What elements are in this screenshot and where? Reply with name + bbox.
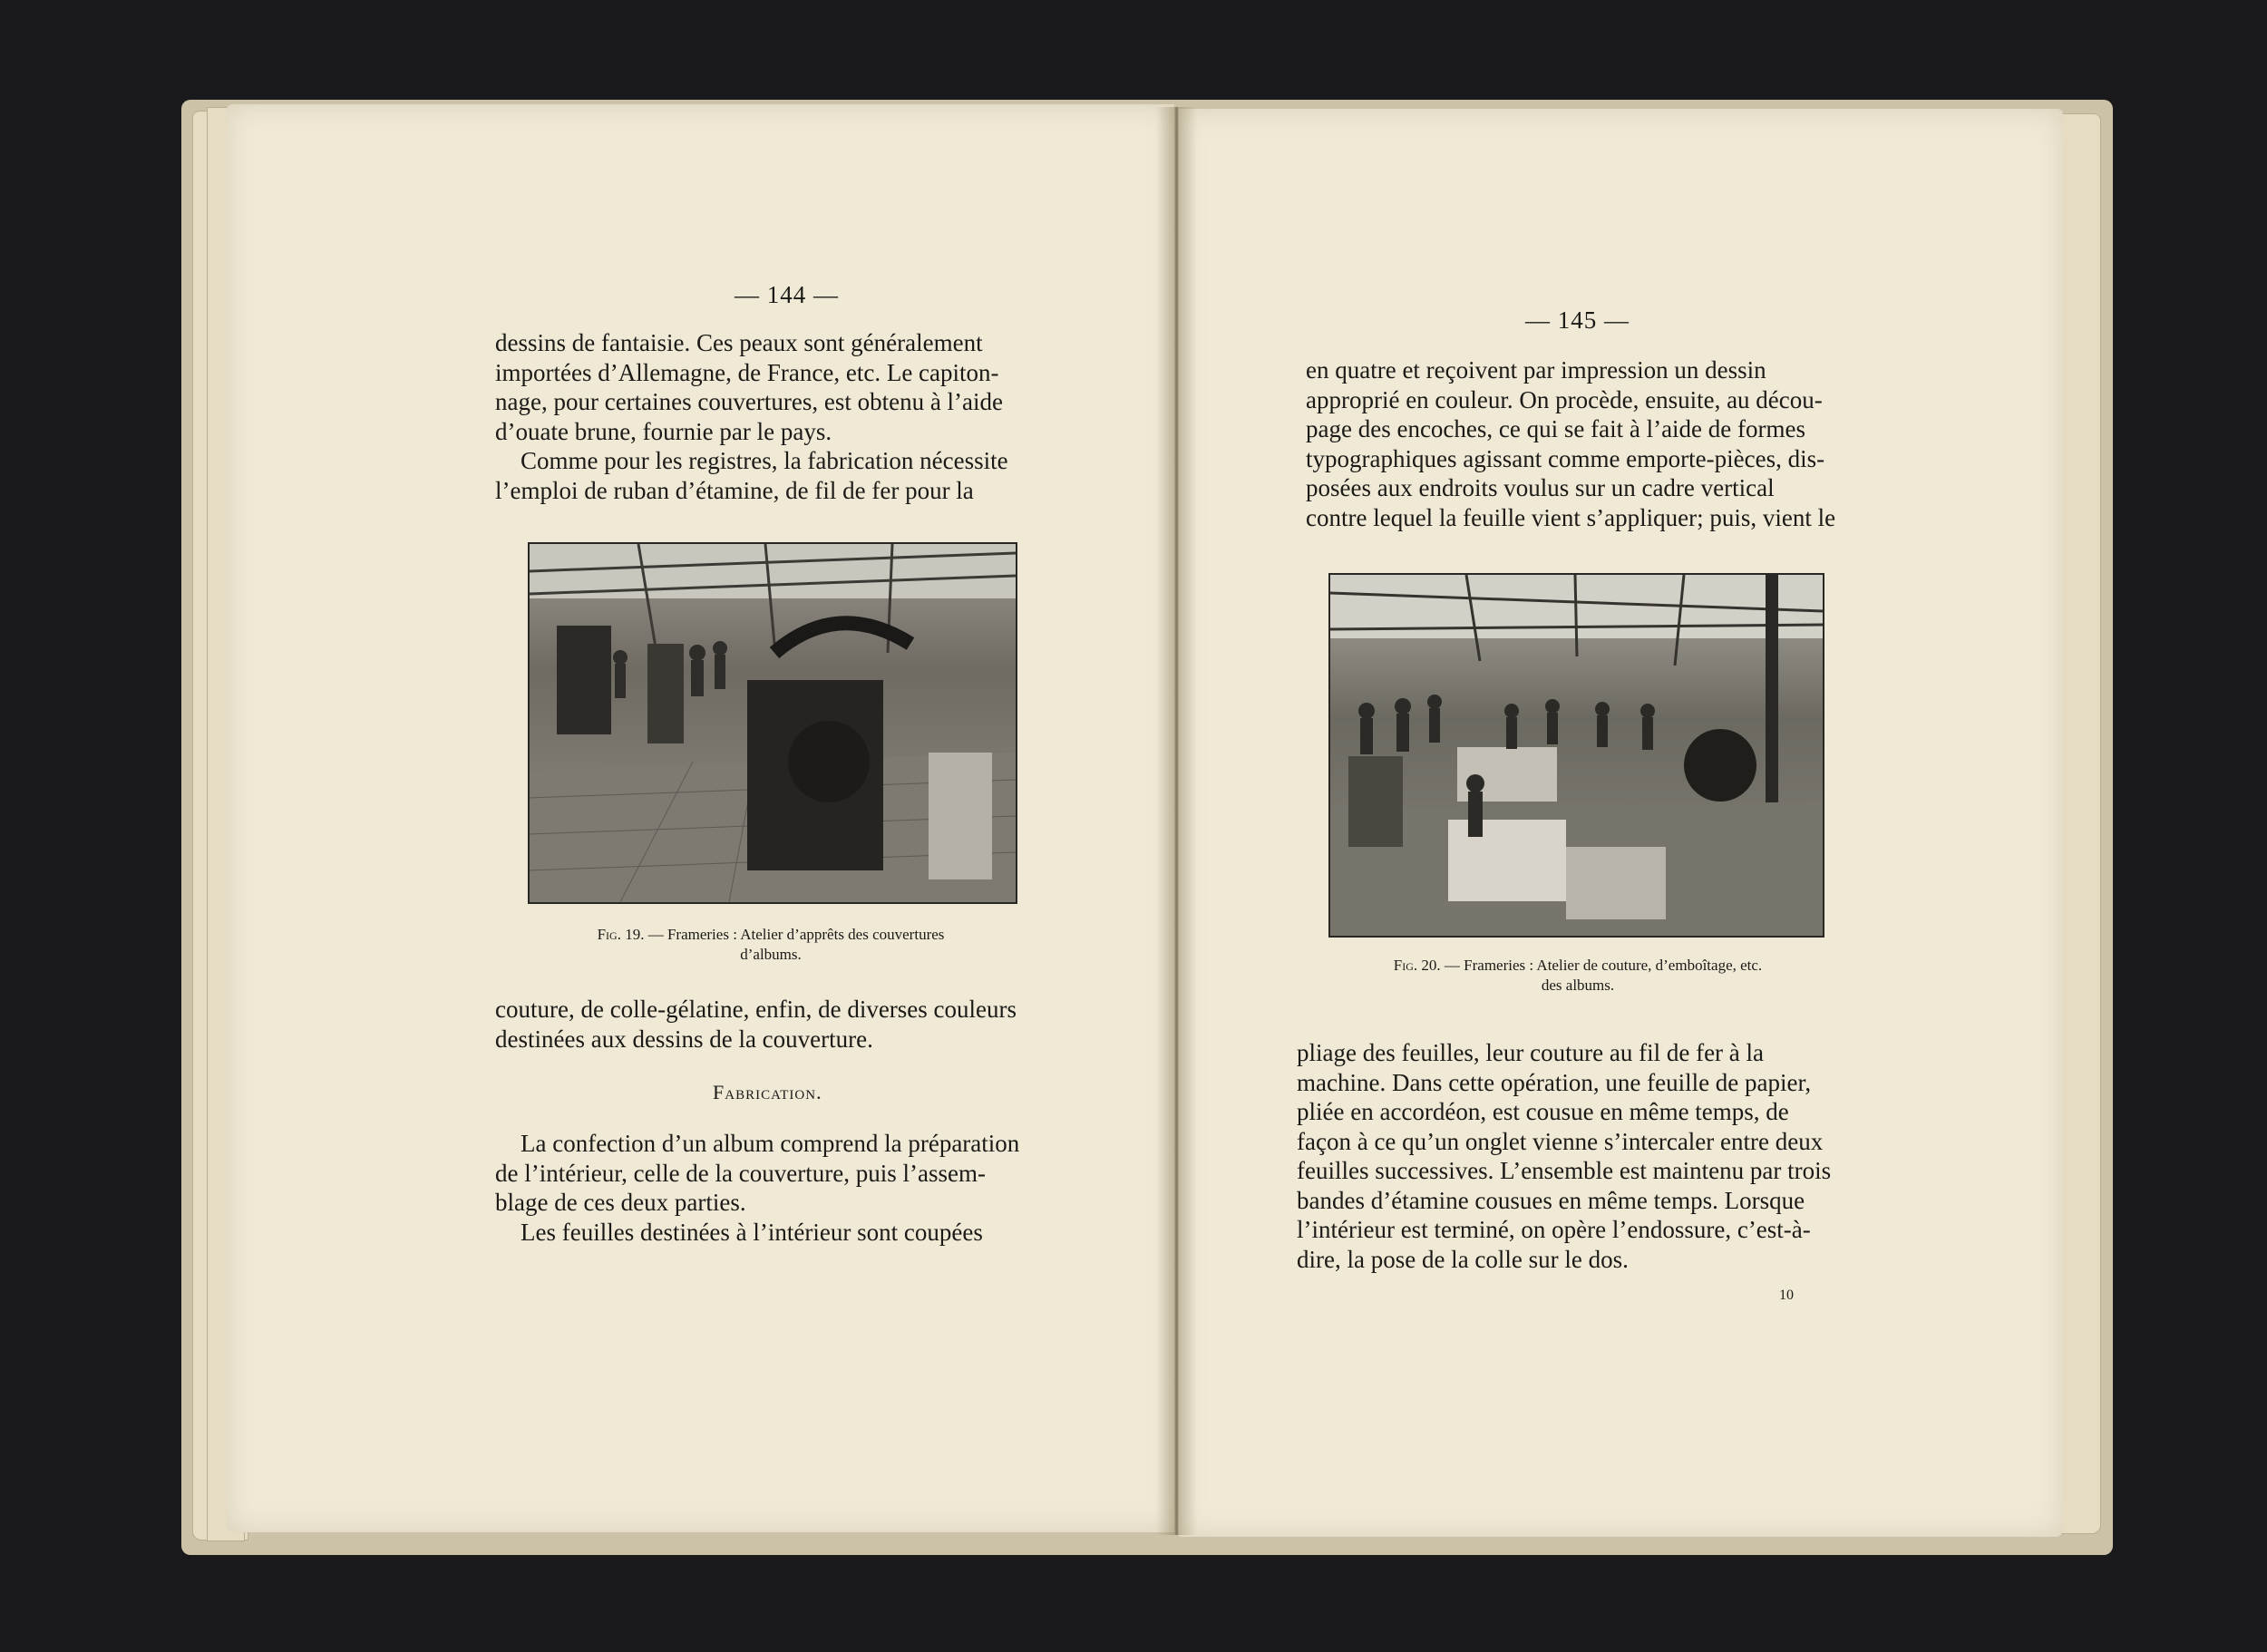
right-after-figure-paragraph (1297, 1038, 1852, 1274)
text-line: dire, la pose de la colle sur le dos. (1297, 1245, 1629, 1273)
text-line: machine. Dans cette opération, une feuille de papier, (1297, 1068, 1812, 1096)
book-gutter (1156, 107, 1197, 1535)
left-bottom-paragraphs (495, 1129, 1044, 1247)
text-line: destinées aux dessins de la couverture. (495, 1025, 873, 1053)
text-line: l’emploi de ruban d’étamine, de fil de fer pour la (495, 476, 974, 504)
text-line: pliage des feuilles, leur couture au fil de fer à la (1297, 1039, 1765, 1066)
figure-label: Fig. 19. (597, 926, 645, 943)
signature-mark: 10 (1779, 1288, 1794, 1303)
factory-machines-illustration (530, 544, 1016, 902)
text-line: contre lequel la feuille vient s’appliquer; puis, vient le (1306, 503, 1836, 531)
text-line: approprié en couleur. On procède, ensuite, au décou- (1306, 385, 1823, 413)
text-line: Comme pour les registres, la fabrication nécessite (521, 447, 1008, 474)
text-line: pliée en accordéon, est cousue en même temps, de (1297, 1098, 1789, 1125)
caption-text: — Frameries : Atelier d’apprêts des couvertures (647, 926, 945, 943)
caption-line (508, 925, 1034, 945)
left-top-paragraph (495, 328, 1044, 505)
text-line: feuilles successives. L’ensemble est maintenu par trois (1297, 1157, 1832, 1184)
figure-20-photo (1328, 573, 1824, 938)
text-line: blage de ces deux parties. (495, 1189, 746, 1216)
text-line: de l’intérieur, celle de la couverture, puis l’assem- (495, 1159, 986, 1187)
text-line: importées d’Allemagne, de France, etc. Le capiton- (495, 358, 999, 386)
text-line: typographiques agissant comme emporte-pièces, dis- (1306, 444, 1825, 472)
text-line: page des encoches, ce qui se fait à l’aide de formes (1306, 415, 1805, 442)
text-line: en quatre et reçoivent par impression un dessin (1306, 356, 1766, 384)
text-line: posées aux endroits voulus sur un cadre vertical (1306, 474, 1775, 501)
page-number-right: — 145 — (1525, 306, 1630, 334)
text-line: façon à ce qu’un onglet vienne s’intercaler entre deux (1297, 1127, 1824, 1155)
caption-line: d’albums. (740, 946, 802, 963)
workshop-workers-illustration (1330, 575, 1823, 936)
text-line: d’ouate brune, fournie par le pays. (495, 417, 832, 445)
caption-line: des albums. (1541, 977, 1615, 994)
figure-20-caption (1306, 956, 1850, 996)
right-top-paragraph (1306, 355, 1850, 532)
text-line: La confection d’un album comprend la préparation (521, 1130, 1020, 1157)
text-line: Les feuilles destinées à l’intérieur sont coupées (521, 1218, 983, 1246)
section-heading: Fabrication. (713, 1081, 822, 1103)
page-number-left: — 144 — (735, 281, 839, 308)
figure-label: Fig. 20. (1393, 957, 1441, 974)
caption-text: — Frameries : Atelier de couture, d’emboîtage, etc. (1444, 957, 1763, 974)
text-line: nage, pour certaines couvertures, est obtenu à l’aide (495, 388, 1004, 415)
text-line: couture, de colle-gélatine, enfin, de diverses couleurs (495, 996, 1017, 1023)
caption-line (1306, 956, 1850, 976)
figure-19-photo (528, 542, 1017, 904)
left-after-figure-paragraph (495, 995, 1044, 1054)
figure-19-caption (508, 925, 1034, 965)
text-line: bandes d’étamine cousues en même temps. Lorsque (1297, 1186, 1805, 1214)
text-line: l’intérieur est terminé, on opère l’endossure, c’est-à- (1297, 1216, 1811, 1243)
text-line: dessins de fantaisie. Ces peaux sont généralement (495, 329, 983, 356)
